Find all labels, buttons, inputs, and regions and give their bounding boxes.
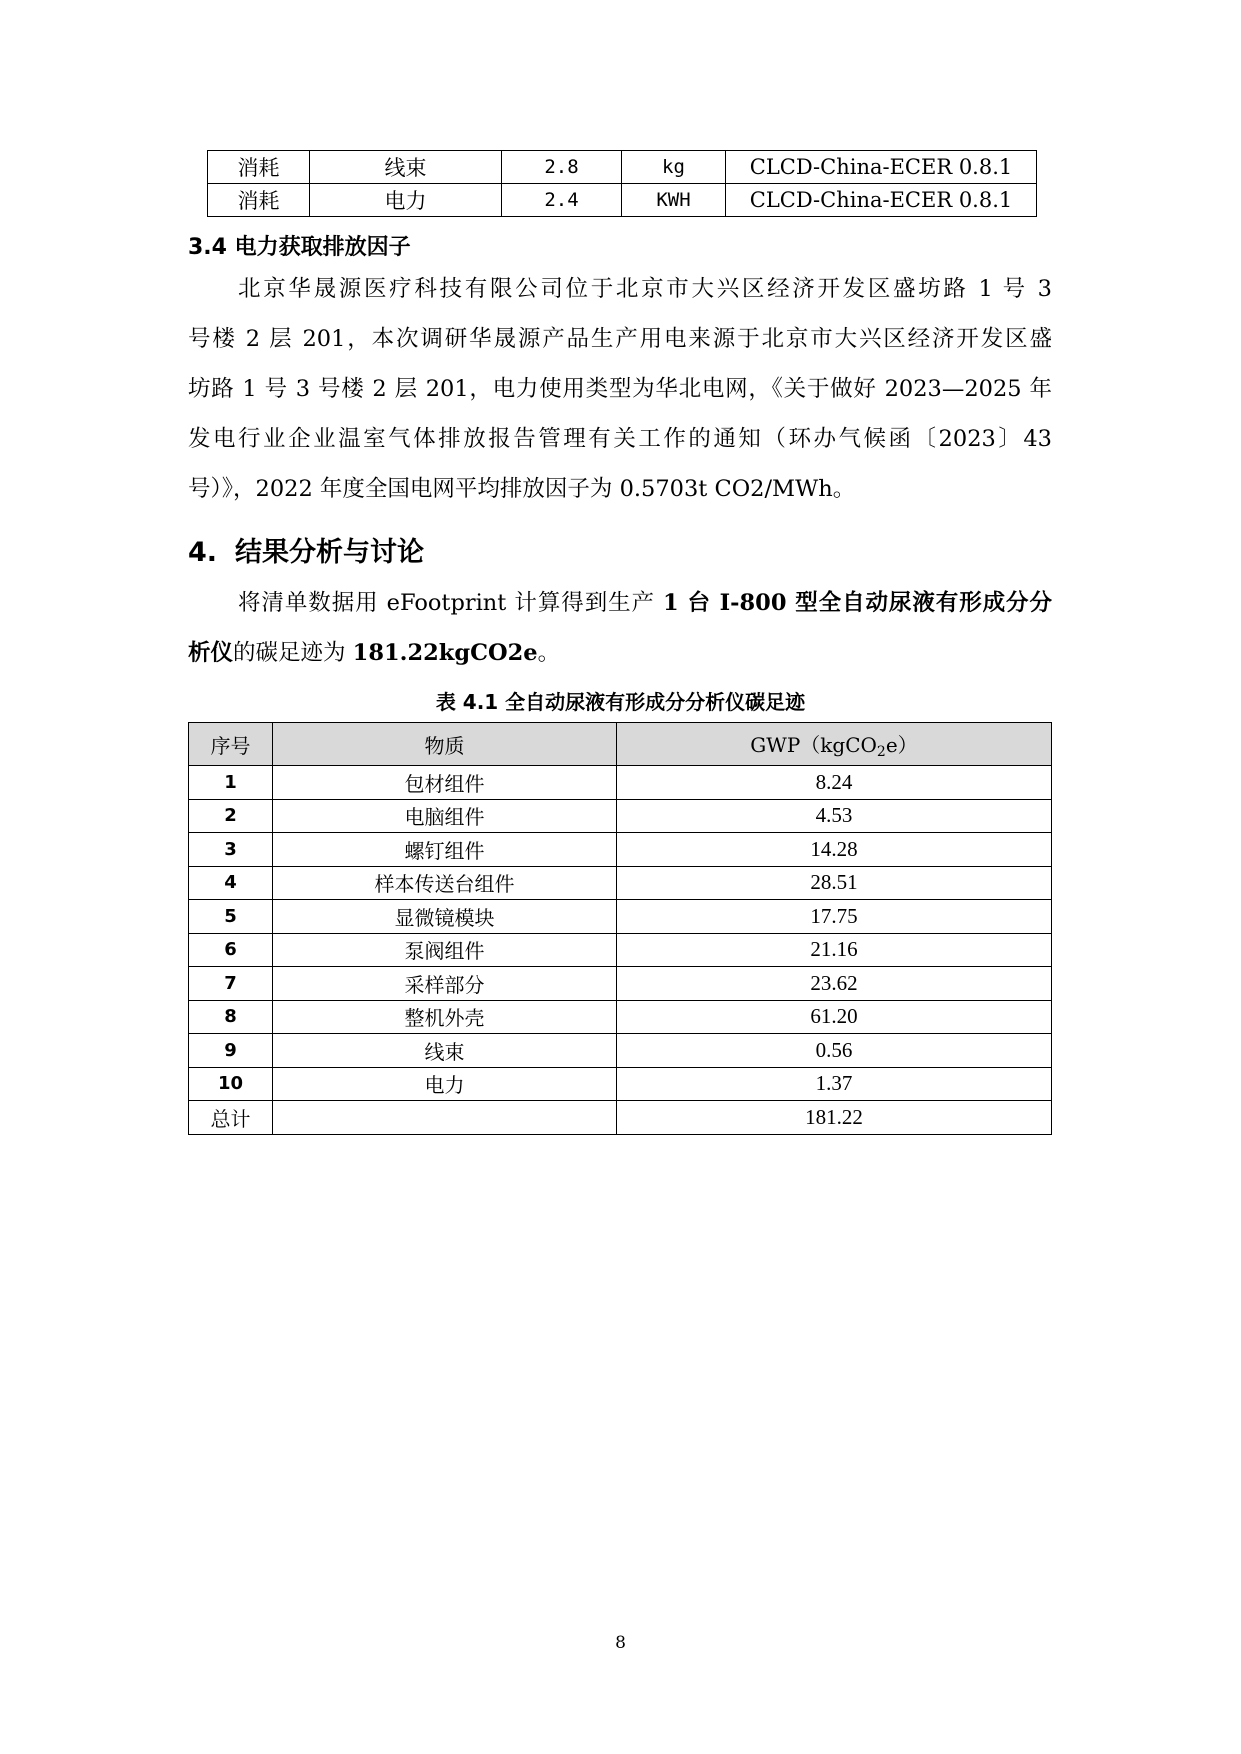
section-3-4-paragraph [188,264,1052,514]
cell-type: 消耗 [208,184,310,217]
cell-source: CLCD-China-ECER 0.8.1 [726,151,1037,184]
section-3-4-heading: 3.4 电力获取排放因子 [188,235,411,260]
cell-total-label: 总计 [189,1101,273,1135]
section-4-paragraph [188,578,1052,678]
table-row [189,900,1052,934]
carbon-footprint-table [188,722,1052,1135]
carbon-footprint-value: 181.22kgCO2e [352,640,538,666]
cell-gwp: 61.20 [617,1000,1052,1034]
cell-idx: 6 [189,933,273,967]
cell-material: 整机外壳 [273,1000,617,1034]
header-gwp: GWP（kgCO$_2$e） [617,723,1052,766]
table-caption: 表 4.1 全自动尿液有形成分分析仪碳足迹 [435,690,806,714]
table-row [189,866,1052,900]
table-row [189,799,1052,833]
table-total-row [189,1101,1052,1135]
section-title: 结果分析与讨论 [235,537,425,568]
cell-gwp: 23.62 [617,967,1052,1001]
paragraph-line: 号）》，2022 年度全国电网平均排放因子为 0.5703t CO2/MWh。 [188,476,856,502]
cell-material: 泵阀组件 [273,933,617,967]
table-row [189,1067,1052,1101]
inventory-table-continued [207,150,1037,217]
table-row [189,967,1052,1001]
cell-material: 线束 [273,1034,617,1068]
cell-idx: 10 [189,1067,273,1101]
cell-total-gwp: 181.22 [617,1101,1052,1135]
cell-amount: 2.8 [502,151,622,184]
cell-name: 电力 [310,184,502,217]
table-header-row [189,723,1052,766]
table-row [189,1000,1052,1034]
cell-material: 电脑组件 [273,799,617,833]
bold-run: 1 台 I-800 型全自动尿液有形成分分 [663,590,1052,616]
cell-idx: 7 [189,967,273,1001]
cell-gwp: 8.24 [617,766,1052,800]
cell-unit: kg [622,151,726,184]
cell-gwp: 0.56 [617,1034,1052,1068]
cell-material: 包材组件 [273,766,617,800]
table-row [208,184,1037,217]
section-number: 4. [188,537,218,568]
cell-gwp: 17.75 [617,900,1052,934]
cell-material: 显微镜模块 [273,900,617,934]
paragraph-line [188,628,1052,678]
cell-gwp: 1.37 [617,1067,1052,1101]
cell-material: 电力 [273,1067,617,1101]
text-run: 。 [537,640,561,666]
bold-run: 析仪 [188,640,234,666]
cell-idx: 1 [189,766,273,800]
cell-unit: KWH [622,184,726,217]
cell-gwp: 28.51 [617,866,1052,900]
text-run: 的碳足迹为 [233,640,353,666]
paragraph-line: 发电行业企业温室气体排放报告管理有关工作的通知（环办气候函〔2023〕43 [188,426,1052,452]
header-material: 物质 [273,723,617,766]
cell-idx: 4 [189,866,273,900]
cell-gwp: 4.53 [617,799,1052,833]
paragraph-line: 北京华晟源医疗科技有限公司位于北京市大兴区经济开发区盛坊路 1 号 3 [238,276,1052,302]
cell-idx: 2 [189,799,273,833]
text-run: 将清单数据用 eFootprint 计算得到生产 [238,590,664,616]
cell-idx: 9 [189,1034,273,1068]
table-row [189,766,1052,800]
cell-gwp: 21.16 [617,933,1052,967]
table-row [189,833,1052,867]
cell-source: CLCD-China-ECER 0.8.1 [726,184,1037,217]
table-row [189,1034,1052,1068]
paragraph-line [188,578,1052,628]
table-row [208,151,1037,184]
cell-idx: 5 [189,900,273,934]
cell-idx: 3 [189,833,273,867]
cell-idx: 8 [189,1000,273,1034]
cell-material [273,1101,617,1135]
cell-material: 样本传送台组件 [273,866,617,900]
header-idx: 序号 [189,723,273,766]
cell-material: 采样部分 [273,967,617,1001]
cell-amount: 2.4 [502,184,622,217]
paragraph-line: 坊路 1 号 3 号楼 2 层 201，电力使用类型为华北电网，《关于做好 2023—2025 年 [188,376,1052,402]
page-number: 8 [615,1633,626,1653]
paragraph-line: 号楼 2 层 201，本次调研华晟源产品生产用电来源于北京市大兴区经济开发区盛 [188,326,1052,352]
cell-material: 螺钉组件 [273,833,617,867]
cell-type: 消耗 [208,151,310,184]
cell-name: 线束 [310,151,502,184]
section-4-heading [188,530,424,569]
table-row [189,933,1052,967]
cell-gwp: 14.28 [617,833,1052,867]
